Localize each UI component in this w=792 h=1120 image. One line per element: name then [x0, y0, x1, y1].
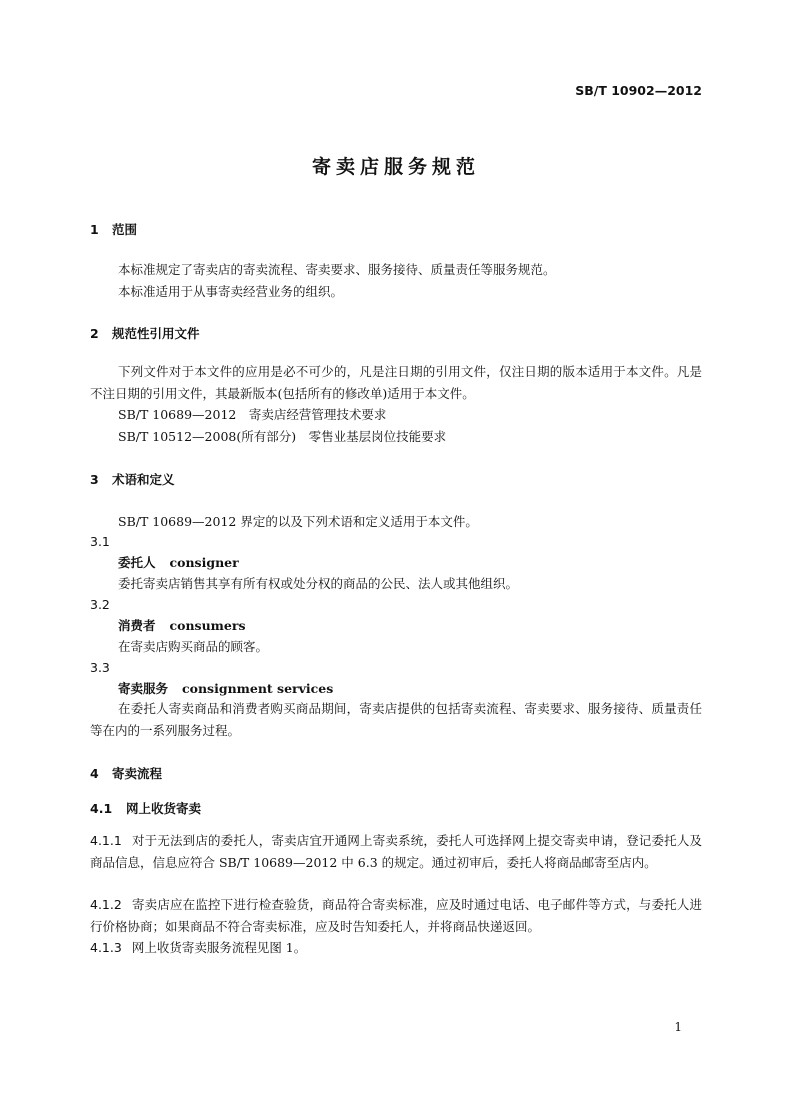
clause-text: 对于无法到店的委托人，寄卖店宜开通网上寄卖系统，委托人可选择网上提交寄卖申请，登记委托人及商品信息，信息应符合 SB/T 10689—2012 中 6.3 的规定。通过初审后，委托人将商品邮寄至店内。	[90, 833, 702, 870]
term-en: consignment services	[182, 681, 334, 696]
term-definition: 在委托人寄卖商品和消费者购买商品期间，寄卖店提供的包括寄卖流程、寄卖要求、服务接待、质量责任等在内的一系列服务过程。	[90, 701, 702, 738]
section-3-heading	[90, 470, 175, 488]
clause-4-1-1	[90, 830, 702, 874]
section-2-heading	[90, 324, 200, 342]
term-number: 3.2	[90, 597, 110, 612]
term-definition: 在寄卖店购买商品的顾客。	[118, 639, 269, 654]
standard-code: SB/T 10902—2012	[575, 83, 702, 98]
term-heading	[118, 679, 333, 698]
section-number: 4	[90, 766, 99, 781]
clause-4-1-2	[90, 894, 702, 938]
paragraph: 本标准规定了寄卖店的寄卖流程、寄卖要求、服务接待、质量责任等服务规范。	[118, 262, 556, 277]
section-title: 寄卖流程	[112, 766, 163, 781]
term-en: consumers	[169, 618, 246, 633]
section-1-heading	[90, 220, 137, 238]
section-title: 范围	[112, 222, 138, 237]
paragraph: 下列文件对于本文件的应用是必不可少的，凡是注日期的引用文件，仅注日期的版本适用于本文件。凡是不注日期的引用文件，其最新版本(包括所有的修改单)适用于本文件。	[90, 364, 702, 401]
term-heading	[118, 553, 239, 572]
clause-text: 寄卖店应在监控下进行检查验货，商品符合寄卖标准，应及时通过电话、电子邮件等方式，与委托人进行价格协商；如果商品不符合寄卖标准，应及时告知委托人，并将商品快递返回。	[90, 897, 702, 934]
clause-number: 4.1.1	[90, 833, 122, 848]
subsection-number: 4.1	[90, 801, 113, 816]
clause-text: 网上收货寄卖服务流程见图 1。	[131, 940, 307, 955]
document-title: 寄卖店服务规范	[311, 156, 480, 178]
normative-reference: SB/T 10689—2012 寄卖店经营管理技术要求	[118, 407, 387, 422]
term-zh: 寄卖服务	[118, 681, 169, 696]
section-4-heading	[90, 764, 162, 782]
section-title: 规范性引用文件	[112, 326, 200, 341]
normative-reference: SB/T 10512—2008(所有部分) 零售业基层岗位技能要求	[118, 429, 447, 444]
section-number: 3	[90, 472, 99, 487]
term-en: consigner	[169, 555, 239, 570]
term-number: 3.1	[90, 534, 110, 549]
section-title: 术语和定义	[112, 472, 175, 487]
clause-number: 4.1.3	[90, 940, 122, 955]
term-number: 3.3	[90, 660, 110, 675]
subsection-4-1-heading	[90, 799, 201, 817]
paragraph: SB/T 10689—2012 界定的以及下列术语和定义适用于本文件。	[118, 514, 478, 529]
term-definition: 委托寄卖店销售其享有所有权或处分权的商品的公民、法人或其他组织。	[118, 576, 519, 591]
paragraph: 本标准适用于从事寄卖经营业务的组织。	[118, 284, 344, 299]
page-number: 1	[674, 1020, 682, 1034]
clause-number: 4.1.2	[90, 897, 122, 912]
clause-4-1-3	[90, 937, 702, 959]
subsection-title: 网上收货寄卖	[126, 801, 202, 816]
section-number: 1	[90, 222, 99, 237]
term-zh: 委托人	[118, 555, 156, 570]
term-zh: 消费者	[118, 618, 156, 633]
term-heading	[118, 616, 245, 635]
section-number: 2	[90, 326, 99, 341]
